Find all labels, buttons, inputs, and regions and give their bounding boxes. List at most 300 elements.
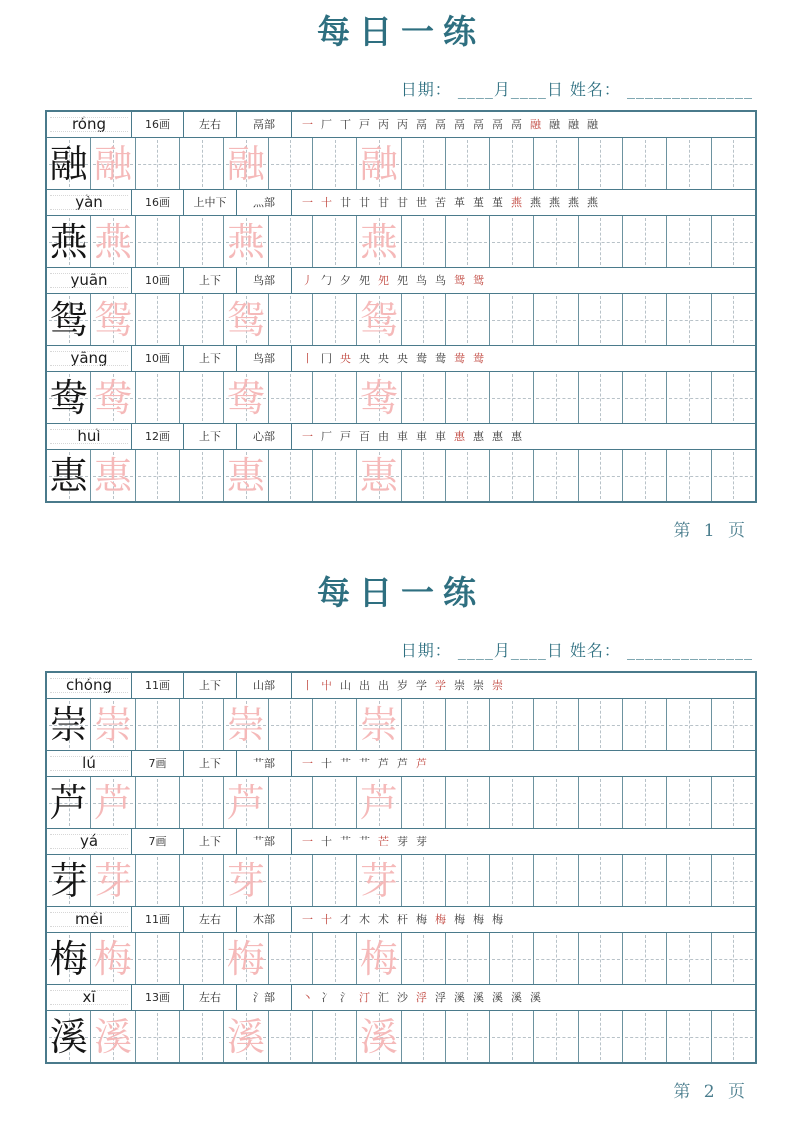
page-number: 第 2 页	[673, 1082, 749, 1102]
stroke-step: 惠	[511, 430, 522, 443]
grid-cell	[402, 699, 446, 750]
grid-cell	[357, 933, 401, 984]
grid-cell	[313, 450, 357, 501]
stroke-step: 十	[321, 196, 332, 209]
grid-cell	[91, 699, 135, 750]
grid-cell	[534, 372, 578, 423]
stroke-step: 出	[359, 679, 370, 692]
trace-character: 融	[93, 141, 132, 186]
stroke-step: 鸟	[435, 274, 446, 287]
grid-cell	[91, 294, 135, 345]
stroke-count: 10画	[132, 268, 184, 293]
radical-label: 山部	[237, 673, 292, 698]
stroke-step: 冂	[321, 352, 332, 365]
practice-row	[47, 372, 755, 424]
stroke-step: 鸯	[454, 352, 465, 365]
grid-cell	[224, 777, 268, 828]
grid-cell	[47, 1011, 91, 1062]
grid-cell	[136, 699, 180, 750]
stroke-step: 丶	[302, 991, 313, 1004]
stroke-step: 一	[302, 835, 313, 848]
grid-cell	[623, 1011, 667, 1062]
grid-cell	[534, 216, 578, 267]
grid-cell	[623, 216, 667, 267]
row-header	[47, 190, 755, 216]
character-group	[47, 424, 755, 501]
grid-cell	[579, 372, 623, 423]
grid-cell	[579, 138, 623, 189]
grid-cell	[623, 699, 667, 750]
grid-cell	[623, 777, 667, 828]
grid-cell	[490, 699, 534, 750]
stroke-step: 汇	[378, 991, 389, 1004]
character-group	[47, 985, 755, 1062]
stroke-step: 鬲	[435, 118, 446, 131]
trace-character: 燕	[359, 219, 398, 264]
grid-cell	[47, 216, 91, 267]
stroke-step: 戸	[359, 118, 370, 131]
grid-cell	[180, 699, 224, 750]
grid-cell	[224, 372, 268, 423]
pinyin-label: lú	[47, 751, 132, 776]
grid-cell	[534, 777, 578, 828]
grid-cell	[402, 372, 446, 423]
character-group	[47, 112, 755, 190]
practice-row	[47, 855, 755, 907]
grid-cell	[91, 216, 135, 267]
grid-cell	[667, 372, 711, 423]
grid-cell	[712, 138, 755, 189]
stroke-step: 浮	[435, 991, 446, 1004]
stroke-step: 夗	[359, 274, 370, 287]
structure-label: 左右	[184, 985, 237, 1010]
pinyin-label: chóng	[47, 673, 132, 698]
grid-cell	[180, 372, 224, 423]
stroke-order-sequence	[292, 751, 755, 776]
row-header	[47, 268, 755, 294]
stroke-step: 融	[530, 118, 541, 131]
grid-cell	[47, 933, 91, 984]
stroke-step: 央	[397, 352, 408, 365]
stroke-step: 溪	[530, 991, 541, 1004]
grid-cell	[269, 372, 313, 423]
stroke-step: 溪	[454, 991, 465, 1004]
pinyin-label: róng	[47, 112, 132, 137]
stroke-step: 出	[378, 679, 389, 692]
stroke-step: 艹	[340, 835, 351, 848]
grid-cell	[446, 1011, 490, 1062]
model-character: 芦	[49, 780, 88, 825]
stroke-order-sequence	[292, 190, 755, 215]
grid-cell	[136, 372, 180, 423]
grid-cell	[490, 372, 534, 423]
grid-cell	[667, 216, 711, 267]
stroke-step: 汀	[359, 991, 370, 1004]
grid-cell	[534, 294, 578, 345]
grid-cell	[313, 372, 357, 423]
grid-cell	[357, 450, 401, 501]
trace-character: 鸯	[359, 375, 398, 420]
grid-cell	[180, 933, 224, 984]
grid-cell	[490, 138, 534, 189]
character-group	[47, 751, 755, 829]
pinyin-label: xī	[47, 985, 132, 1010]
grid-cell	[446, 699, 490, 750]
stroke-step: 崇	[473, 679, 484, 692]
pinyin-label: yāng	[47, 346, 132, 371]
grid-cell	[180, 1011, 224, 1062]
grid-cell	[579, 294, 623, 345]
row-header	[47, 985, 755, 1011]
grid-cell	[534, 450, 578, 501]
trace-character: 崇	[359, 702, 398, 747]
grid-cell	[47, 855, 91, 906]
stroke-step: 鸟	[416, 274, 427, 287]
grid-cell	[269, 450, 313, 501]
pinyin-label: yàn	[47, 190, 132, 215]
grid-cell	[579, 450, 623, 501]
character-group	[47, 673, 755, 751]
stroke-step: 丨	[302, 679, 313, 692]
practice-row	[47, 216, 755, 268]
grid-cell	[224, 699, 268, 750]
stroke-step: 杆	[397, 913, 408, 926]
stroke-step: 冫	[321, 991, 332, 1004]
grid-cell	[579, 216, 623, 267]
grid-cell	[91, 855, 135, 906]
trace-character: 芽	[93, 858, 132, 903]
grid-cell	[667, 777, 711, 828]
grid-cell	[402, 216, 446, 267]
stroke-step: 丅	[340, 118, 351, 131]
radical-label: 鸟部	[237, 346, 292, 371]
trace-character: 芽	[359, 858, 398, 903]
grid-cell	[47, 294, 91, 345]
stroke-step: 廿	[359, 196, 370, 209]
stroke-step: 央	[378, 352, 389, 365]
stroke-step: 十	[321, 913, 332, 926]
grid-cell	[91, 450, 135, 501]
row-header	[47, 112, 755, 138]
grid-cell	[136, 855, 180, 906]
stroke-step: 芽	[397, 835, 408, 848]
radical-label: 灬部	[237, 190, 292, 215]
trace-character: 崇	[226, 702, 265, 747]
stroke-order-sequence	[292, 112, 755, 137]
stroke-step: 燕	[549, 196, 560, 209]
trace-character: 惠	[359, 453, 398, 498]
stroke-step: 甘	[397, 196, 408, 209]
practice-row	[47, 777, 755, 829]
radical-label: 艹部	[237, 751, 292, 776]
stroke-step: 苦	[435, 196, 446, 209]
stroke-count: 16画	[132, 112, 184, 137]
model-character: 梅	[49, 936, 88, 981]
grid-cell	[313, 777, 357, 828]
stroke-step: 艹	[340, 757, 351, 770]
grid-cell	[490, 450, 534, 501]
stroke-step: 芦	[416, 757, 427, 770]
grid-cell	[136, 933, 180, 984]
trace-character: 鸳	[93, 297, 132, 342]
radical-label: 艹部	[237, 829, 292, 854]
trace-character: 鸯	[226, 375, 265, 420]
grid-cell	[269, 855, 313, 906]
trace-character: 融	[226, 141, 265, 186]
stroke-step: 芽	[416, 835, 427, 848]
stroke-step: 世	[416, 196, 427, 209]
stroke-step: 十	[321, 757, 332, 770]
grid-cell	[180, 777, 224, 828]
grid-cell	[579, 1011, 623, 1062]
grid-cell	[402, 855, 446, 906]
grid-cell	[712, 372, 755, 423]
practice-row	[47, 699, 755, 751]
grid-cell	[402, 138, 446, 189]
stroke-order-sequence	[292, 907, 755, 932]
grid-cell	[357, 777, 401, 828]
grid-cell	[47, 372, 91, 423]
grid-cell	[269, 699, 313, 750]
trace-character: 鸳	[359, 297, 398, 342]
stroke-step: 崇	[492, 679, 503, 692]
grid-cell	[313, 1011, 357, 1062]
stroke-step: 厂	[321, 430, 332, 443]
grid-cell	[313, 138, 357, 189]
page-number: 第 1 页	[673, 521, 749, 541]
character-group	[47, 346, 755, 424]
grid-cell	[91, 138, 135, 189]
character-group	[47, 907, 755, 985]
grid-cell	[357, 855, 401, 906]
model-character: 融	[49, 141, 88, 186]
grid-cell	[313, 855, 357, 906]
stroke-step: 惠	[492, 430, 503, 443]
grid-cell	[667, 699, 711, 750]
grid-cell	[712, 699, 755, 750]
grid-cell	[136, 138, 180, 189]
row-header	[47, 673, 755, 699]
stroke-step: 惠	[454, 430, 465, 443]
grid-cell	[269, 933, 313, 984]
stroke-step: 丙	[397, 118, 408, 131]
trace-character: 芦	[226, 780, 265, 825]
stroke-step: 术	[378, 913, 389, 926]
structure-label: 上下	[184, 268, 237, 293]
practice-row	[47, 450, 755, 501]
grid-cell	[224, 216, 268, 267]
grid-cell	[402, 450, 446, 501]
structure-label: 上中下	[184, 190, 237, 215]
grid-cell	[91, 933, 135, 984]
model-character: 溪	[49, 1014, 88, 1059]
grid-cell	[47, 777, 91, 828]
grid-cell	[136, 294, 180, 345]
stroke-step: 融	[587, 118, 598, 131]
grid-cell	[667, 855, 711, 906]
stroke-step: 惠	[473, 430, 484, 443]
grid-cell	[47, 138, 91, 189]
stroke-step: 溪	[473, 991, 484, 1004]
trace-character: 惠	[226, 453, 265, 498]
grid-cell	[91, 777, 135, 828]
grid-cell	[313, 294, 357, 345]
stroke-step: 鬲	[492, 118, 503, 131]
date-name-line: 日期： ____月____日 姓名： ______________	[400, 641, 753, 660]
structure-label: 上下	[184, 424, 237, 449]
trace-character: 鸳	[226, 297, 265, 342]
grid-cell	[136, 450, 180, 501]
grid-cell	[579, 933, 623, 984]
stroke-step: 車	[435, 430, 446, 443]
grid-cell	[712, 855, 755, 906]
structure-label: 左右	[184, 112, 237, 137]
practice-table	[45, 671, 757, 1064]
character-group	[47, 829, 755, 907]
stroke-step: 芦	[378, 757, 389, 770]
stroke-step: 溪	[492, 991, 503, 1004]
grid-cell	[136, 216, 180, 267]
trace-character: 溪	[93, 1014, 132, 1059]
stroke-step: 丙	[378, 118, 389, 131]
stroke-step: 艹	[359, 757, 370, 770]
trace-character: 溪	[359, 1014, 398, 1059]
grid-cell	[313, 216, 357, 267]
stroke-step: 才	[340, 913, 351, 926]
trace-character: 芽	[226, 858, 265, 903]
stroke-order-sequence	[292, 829, 755, 854]
structure-label: 左右	[184, 907, 237, 932]
stroke-step: 学	[435, 679, 446, 692]
row-header	[47, 907, 755, 933]
practice-row	[47, 1011, 755, 1062]
row-header	[47, 751, 755, 777]
trace-character: 惠	[93, 453, 132, 498]
stroke-step: 堇	[473, 196, 484, 209]
grid-cell	[357, 699, 401, 750]
trace-character: 梅	[93, 936, 132, 981]
grid-cell	[534, 933, 578, 984]
stroke-step: 十	[321, 835, 332, 848]
stroke-order-sequence	[292, 268, 755, 293]
structure-label: 上下	[184, 751, 237, 776]
stroke-order-sequence	[292, 424, 755, 449]
stroke-step: 鸳	[454, 274, 465, 287]
stroke-step: 鸯	[435, 352, 446, 365]
trace-character: 鸯	[93, 375, 132, 420]
grid-cell	[91, 372, 135, 423]
grid-cell	[180, 138, 224, 189]
grid-cell	[91, 1011, 135, 1062]
grid-cell	[224, 933, 268, 984]
stroke-count: 11画	[132, 673, 184, 698]
grid-cell	[224, 450, 268, 501]
trace-character: 崇	[93, 702, 132, 747]
stroke-step: 丨	[302, 352, 313, 365]
radical-label: 鸟部	[237, 268, 292, 293]
stroke-step: 車	[416, 430, 427, 443]
grid-cell	[357, 138, 401, 189]
stroke-step: 鬲	[511, 118, 522, 131]
grid-cell	[712, 294, 755, 345]
grid-cell	[446, 216, 490, 267]
practice-table	[45, 110, 757, 503]
stroke-step: 燕	[587, 196, 598, 209]
grid-cell	[490, 777, 534, 828]
trace-character: 燕	[226, 219, 265, 264]
model-character: 燕	[49, 219, 88, 264]
stroke-step: 夗	[397, 274, 408, 287]
grid-cell	[534, 138, 578, 189]
character-group	[47, 268, 755, 346]
stroke-step: 夕	[340, 274, 351, 287]
radical-label: 心部	[237, 424, 292, 449]
grid-cell	[667, 138, 711, 189]
grid-cell	[534, 699, 578, 750]
grid-cell	[402, 933, 446, 984]
stroke-count: 10画	[132, 346, 184, 371]
date-name-line: 日期： ____月____日 姓名： ______________	[400, 80, 753, 99]
grid-cell	[402, 1011, 446, 1062]
stroke-step: 梅	[473, 913, 484, 926]
stroke-step: 央	[340, 352, 351, 365]
pinyin-label: huì	[47, 424, 132, 449]
grid-cell	[269, 216, 313, 267]
grid-cell	[136, 1011, 180, 1062]
grid-cell	[667, 1011, 711, 1062]
stroke-step: 浮	[416, 991, 427, 1004]
grid-cell	[490, 1011, 534, 1062]
grid-cell	[180, 855, 224, 906]
grid-cell	[47, 699, 91, 750]
grid-cell	[623, 450, 667, 501]
stroke-step: 百	[359, 430, 370, 443]
stroke-step: 燕	[530, 196, 541, 209]
grid-cell	[534, 1011, 578, 1062]
stroke-step: 一	[302, 430, 313, 443]
grid-cell	[224, 138, 268, 189]
grid-cell	[623, 372, 667, 423]
grid-cell	[623, 933, 667, 984]
stroke-count: 7画	[132, 751, 184, 776]
stroke-step: 梅	[492, 913, 503, 926]
grid-cell	[623, 294, 667, 345]
grid-cell	[490, 294, 534, 345]
stroke-count: 13画	[132, 985, 184, 1010]
grid-cell	[667, 933, 711, 984]
stroke-step: 廿	[340, 196, 351, 209]
stroke-step: 鬲	[416, 118, 427, 131]
grid-cell	[446, 294, 490, 345]
grid-cell	[136, 777, 180, 828]
trace-character: 梅	[226, 936, 265, 981]
stroke-order-sequence	[292, 985, 755, 1010]
stroke-step: 融	[549, 118, 560, 131]
radical-label: 木部	[237, 907, 292, 932]
grid-cell	[490, 933, 534, 984]
grid-cell	[712, 933, 755, 984]
trace-character: 梅	[359, 936, 398, 981]
pinyin-label: yuān	[47, 268, 132, 293]
radical-label: 鬲部	[237, 112, 292, 137]
grid-cell	[313, 933, 357, 984]
grid-cell	[623, 138, 667, 189]
stroke-step: 鸯	[473, 352, 484, 365]
model-character: 崇	[49, 702, 88, 747]
grid-cell	[224, 855, 268, 906]
grid-cell	[667, 294, 711, 345]
stroke-step: 梅	[435, 913, 446, 926]
